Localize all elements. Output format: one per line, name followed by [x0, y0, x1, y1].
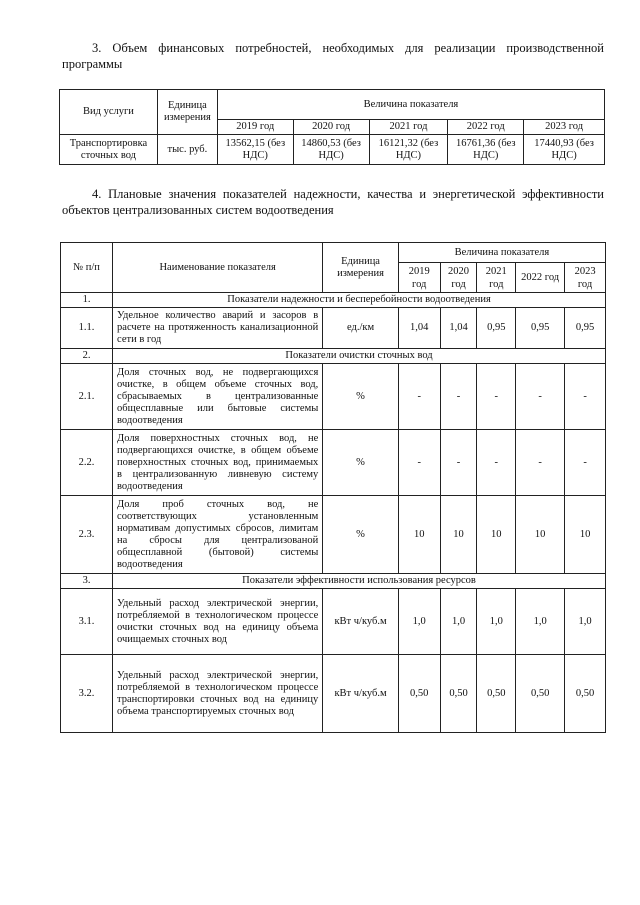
value-cell: 1,04: [440, 308, 477, 349]
table-row: [61, 496, 606, 574]
value-cell: -: [565, 364, 606, 430]
section-3-heading: 3. Объем финансовых потребностей, необходимых для реализации производственной программы: [62, 41, 604, 71]
header-num: № п/п: [61, 243, 113, 293]
value-cell: 1,0: [440, 589, 477, 655]
year-header: 2020 год: [440, 263, 477, 293]
indicator-name: Удельный расход электрической энергии, потребляемой в технологическом процессе транспортировки сточных вод на единицу объема транспортируемых сточных вод: [113, 655, 323, 733]
value-cell: 0,95: [477, 308, 516, 349]
section-row: [61, 574, 606, 589]
row-num: 2.1.: [61, 364, 113, 430]
table-row: [60, 135, 605, 165]
value-cell: 1,0: [565, 589, 606, 655]
value-cell: 0,50: [440, 655, 477, 733]
section-row: [61, 349, 606, 364]
section-title: Показатели эффективности использования ресурсов: [113, 574, 606, 589]
table-row: [61, 364, 606, 430]
section-row: [61, 293, 606, 308]
section-num: 1.: [61, 293, 113, 308]
value-cell: 16761,36 (без НДС): [448, 135, 524, 165]
table-row: [61, 430, 606, 496]
year-header: 2022 год: [448, 120, 524, 135]
value-cell: 0,50: [477, 655, 516, 733]
header-unit: Единица измерения: [157, 90, 217, 135]
value-cell: -: [516, 364, 565, 430]
table-row: [61, 308, 606, 349]
header-value: Величина показателя: [217, 90, 604, 120]
row-num: 3.1.: [61, 589, 113, 655]
value-cell: -: [440, 430, 477, 496]
value-cell: 17440,93 (без НДС): [524, 135, 605, 165]
year-header: 2021 год: [369, 120, 448, 135]
value-cell: 13562,15 (без НДС): [217, 135, 293, 165]
value-cell: 1,0: [477, 589, 516, 655]
unit-cell: %: [323, 364, 399, 430]
value-cell: 10: [477, 496, 516, 574]
service-cell: Транспортировка сточных вод: [60, 135, 158, 165]
section-4-heading: 4. Плановые значения показателей надежности, качества и энергетической эффективности объектов централизованных систем водоотведения: [62, 187, 604, 217]
value-cell: 14860,53 (без НДС): [293, 135, 369, 165]
row-num: 2.3.: [61, 496, 113, 574]
value-cell: -: [477, 430, 516, 496]
value-cell: 1,0: [398, 589, 440, 655]
unit-cell: кВт ч/куб.м: [323, 655, 399, 733]
year-header: 2022 год: [516, 263, 565, 293]
section-num: 2.: [61, 349, 113, 364]
unit-cell: %: [323, 496, 399, 574]
unit-cell: %: [323, 430, 399, 496]
indicator-name: Доля сточных вод, не подвергающихся очистке, в общем объеме сточных вод, сбрасываемых в централизованные общесплавные или бытовые системы водоотведения: [113, 364, 323, 430]
value-cell: 10: [398, 496, 440, 574]
header-value: Величина показателя: [398, 243, 605, 263]
row-num: 2.2.: [61, 430, 113, 496]
indicator-name: Доля поверхностных сточных вод, не подвергающихся очистке, в общем объеме поверхностных сточных вод, принимаемых в централизованную ливневую систему водоотведения: [113, 430, 323, 496]
financial-needs-table: [59, 89, 605, 165]
value-cell: 0,50: [565, 655, 606, 733]
header-name: Наименование показателя: [113, 243, 323, 293]
year-header: 2020 год: [293, 120, 369, 135]
value-cell: -: [516, 430, 565, 496]
unit-cell: тыс. руб.: [157, 135, 217, 165]
value-cell: 1,04: [398, 308, 440, 349]
value-cell: 0,95: [565, 308, 606, 349]
value-cell: 10: [565, 496, 606, 574]
section-title: Показатели надежности и бесперебойности водоотведения: [113, 293, 606, 308]
value-cell: 16121,32 (без НДС): [369, 135, 448, 165]
unit-cell: кВт ч/куб.м: [323, 589, 399, 655]
value-cell: 0,50: [516, 655, 565, 733]
indicator-name: Доля проб сточных вод, не соответствующих установленным нормативам допустимых сбросов, лимитам на сбросы для централизованой общесплавной (бытовой) системы водоотведения: [113, 496, 323, 574]
table-row: [61, 655, 606, 733]
indicator-name: Удельное количество аварий и засоров в расчете на протяженность канализационной сети в год: [113, 308, 323, 349]
year-header: 2023 год: [565, 263, 606, 293]
header-service: Вид услуги: [60, 90, 158, 135]
header-unit: Единица измерения: [323, 243, 399, 293]
value-cell: -: [398, 430, 440, 496]
table-row: [61, 589, 606, 655]
section-title: Показатели очистки сточных вод: [113, 349, 606, 364]
value-cell: 1,0: [516, 589, 565, 655]
value-cell: 10: [440, 496, 477, 574]
indicator-name: Удельный расход электрической энергии, потребляемой в технологическом процессе очистки сточных вод на единицу объема очищаемых сточных вод: [113, 589, 323, 655]
year-header: 2019 год: [398, 263, 440, 293]
value-cell: -: [477, 364, 516, 430]
value-cell: 10: [516, 496, 565, 574]
value-cell: -: [440, 364, 477, 430]
row-num: 3.2.: [61, 655, 113, 733]
section-num: 3.: [61, 574, 113, 589]
year-header: 2021 год: [477, 263, 516, 293]
value-cell: -: [565, 430, 606, 496]
value-cell: 0,95: [516, 308, 565, 349]
year-header: 2019 год: [217, 120, 293, 135]
value-cell: 0,50: [398, 655, 440, 733]
row-num: 1.1.: [61, 308, 113, 349]
indicators-table: [60, 242, 606, 733]
year-header: 2023 год: [524, 120, 605, 135]
value-cell: -: [398, 364, 440, 430]
unit-cell: ед./км: [323, 308, 399, 349]
